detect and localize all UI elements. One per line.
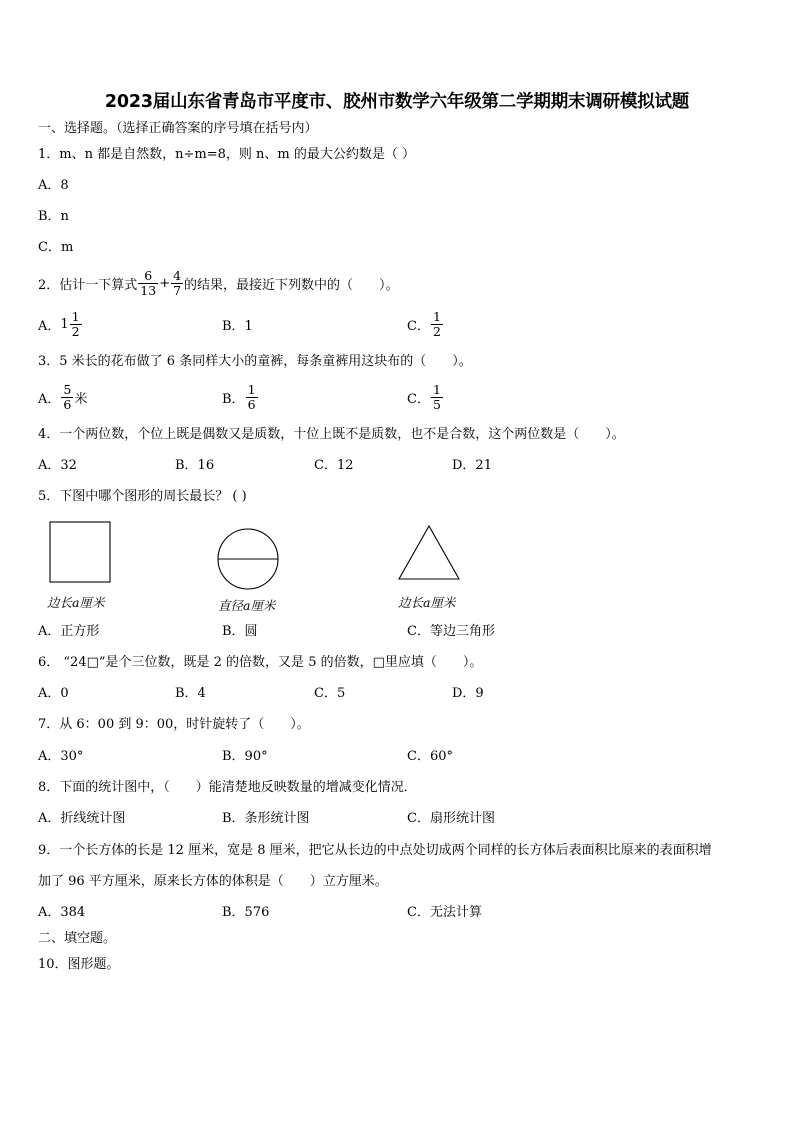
question-1-option-a: A．8 (38, 178, 69, 193)
option-label: C． (407, 318, 430, 334)
square-shape (50, 522, 110, 582)
fraction-denominator: 2 (432, 323, 441, 339)
fraction-numerator: 1 (71, 308, 80, 324)
fraction-denominator: 6 (247, 396, 256, 412)
question-5-stem: 5．下图中哪个图形的周长最长？ ( ) (38, 489, 247, 504)
question-2-stem-prefix: 2．估计一下算式 (38, 277, 138, 293)
fraction-denominator: 13 (140, 282, 157, 298)
fraction-numerator: 1 (432, 308, 441, 324)
fraction-numerator: 4 (173, 267, 182, 283)
question-4-option-b: B．16 (175, 458, 215, 473)
question-8-option-a: A．折线统计图 (38, 811, 126, 826)
square-caption: 边长a厘米 (47, 595, 105, 610)
question-6-option-c: C．5 (314, 686, 346, 701)
section-heading-choice: 一、选择题。（选择正确答案的序号填在括号内） (38, 121, 318, 136)
question-10-stem: 10．图形题。 (38, 957, 120, 972)
question-6-option-a: A．0 (38, 686, 69, 701)
plus-sign: + (159, 275, 171, 291)
option-label: B． (222, 391, 245, 407)
question-8-option-b: B．条形统计图 (222, 811, 310, 826)
question-1-option-b: B．n (38, 209, 69, 224)
page-title: 2023届山东省青岛市平度市、胶州市数学六年级第二学期期末调研模拟试题 (104, 92, 690, 112)
fraction-numerator: 5 (63, 381, 72, 397)
circle-caption: 直径a厘米 (218, 598, 276, 613)
fraction-denominator: 5 (432, 396, 441, 412)
question-5-option-c: C．等边三角形 (407, 624, 495, 639)
question-9-option-a: A．384 (38, 905, 86, 920)
question-9-option-b: B．576 (222, 905, 270, 920)
question-1-stem: 1．m、n 都是自然数，n÷m=8，则 n、m 的最大公约数是（ ） (38, 147, 415, 162)
option-label: A． (38, 391, 61, 407)
question-7-option-c: C．60° (407, 749, 453, 764)
question-4-option-c: C．12 (314, 458, 354, 473)
question-4-stem: 4．一个两位数，个位上既是偶数又是质数，十位上既不是质数，也不是合数，这个两位数是（ ）。 (38, 427, 625, 442)
question-9-option-c: C．无法计算 (407, 905, 482, 920)
question-4-option-a: A．32 (38, 458, 77, 473)
fraction-denominator: 2 (71, 323, 80, 339)
question-6-stem: 6． “24□”是个三位数，既是 2 的倍数，又是 5 的倍数，□里应填（ ）。 (38, 655, 483, 670)
question-3-stem: 3．5 米长的花布做了 6 条同样大小的童裤，每条童裤用这块布的（ ）。 (38, 354, 472, 369)
question-7-option-a: A．30° (38, 749, 84, 764)
question-7-stem: 7．从 6：00 到 9：00，时针旋转了（ ）。 (38, 717, 310, 732)
question-8-option-c: C．扇形统计图 (407, 811, 495, 826)
question-8-stem: 8．下面的统计图中，（ ）能清楚地反映数量的增减变化情况． (38, 780, 417, 795)
fraction-denominator: 6 (63, 396, 72, 412)
question-1-option-c: C．m (38, 240, 74, 255)
triangle-shape (399, 526, 459, 579)
question-6-option-d: D．9 (452, 686, 484, 701)
unit-label: 米 (74, 391, 88, 407)
fraction-numerator: 6 (138, 269, 158, 284)
question-9-stem-line-1: 9．一个长方体的长是 12 厘米，宽是 8 厘米，把它从长边的中点处切成两个同样的长方体后表面积比原来的表面积增 (38, 843, 712, 858)
question-9-stem-line-2: 加了 96 平方厘米，原来长方体的体积是（ ）立方厘米。 (38, 874, 388, 889)
question-2-stem-suffix: 的结果，最接近下列数中的（ ）。 (184, 277, 399, 293)
question-2-option-b: B．1 (222, 318, 253, 334)
fraction-numerator: 1 (247, 381, 256, 397)
option-label: A． (38, 318, 61, 334)
question-4-option-d: D．21 (452, 458, 492, 473)
section-heading-fill-in: 二、填空题。 (38, 931, 117, 946)
question-6-option-b: B．4 (175, 686, 206, 701)
fraction-numerator: 1 (432, 381, 441, 397)
question-5-option-b: B．圆 (222, 624, 258, 639)
fraction-denominator: 7 (173, 282, 182, 298)
option-label: C． (407, 391, 430, 407)
question-7-option-b: B．90° (222, 749, 268, 764)
question-5-option-a: A．正方形 (38, 624, 100, 639)
triangle-caption: 边长a厘米 (398, 595, 456, 610)
mixed-number-whole: 1 (60, 316, 69, 332)
